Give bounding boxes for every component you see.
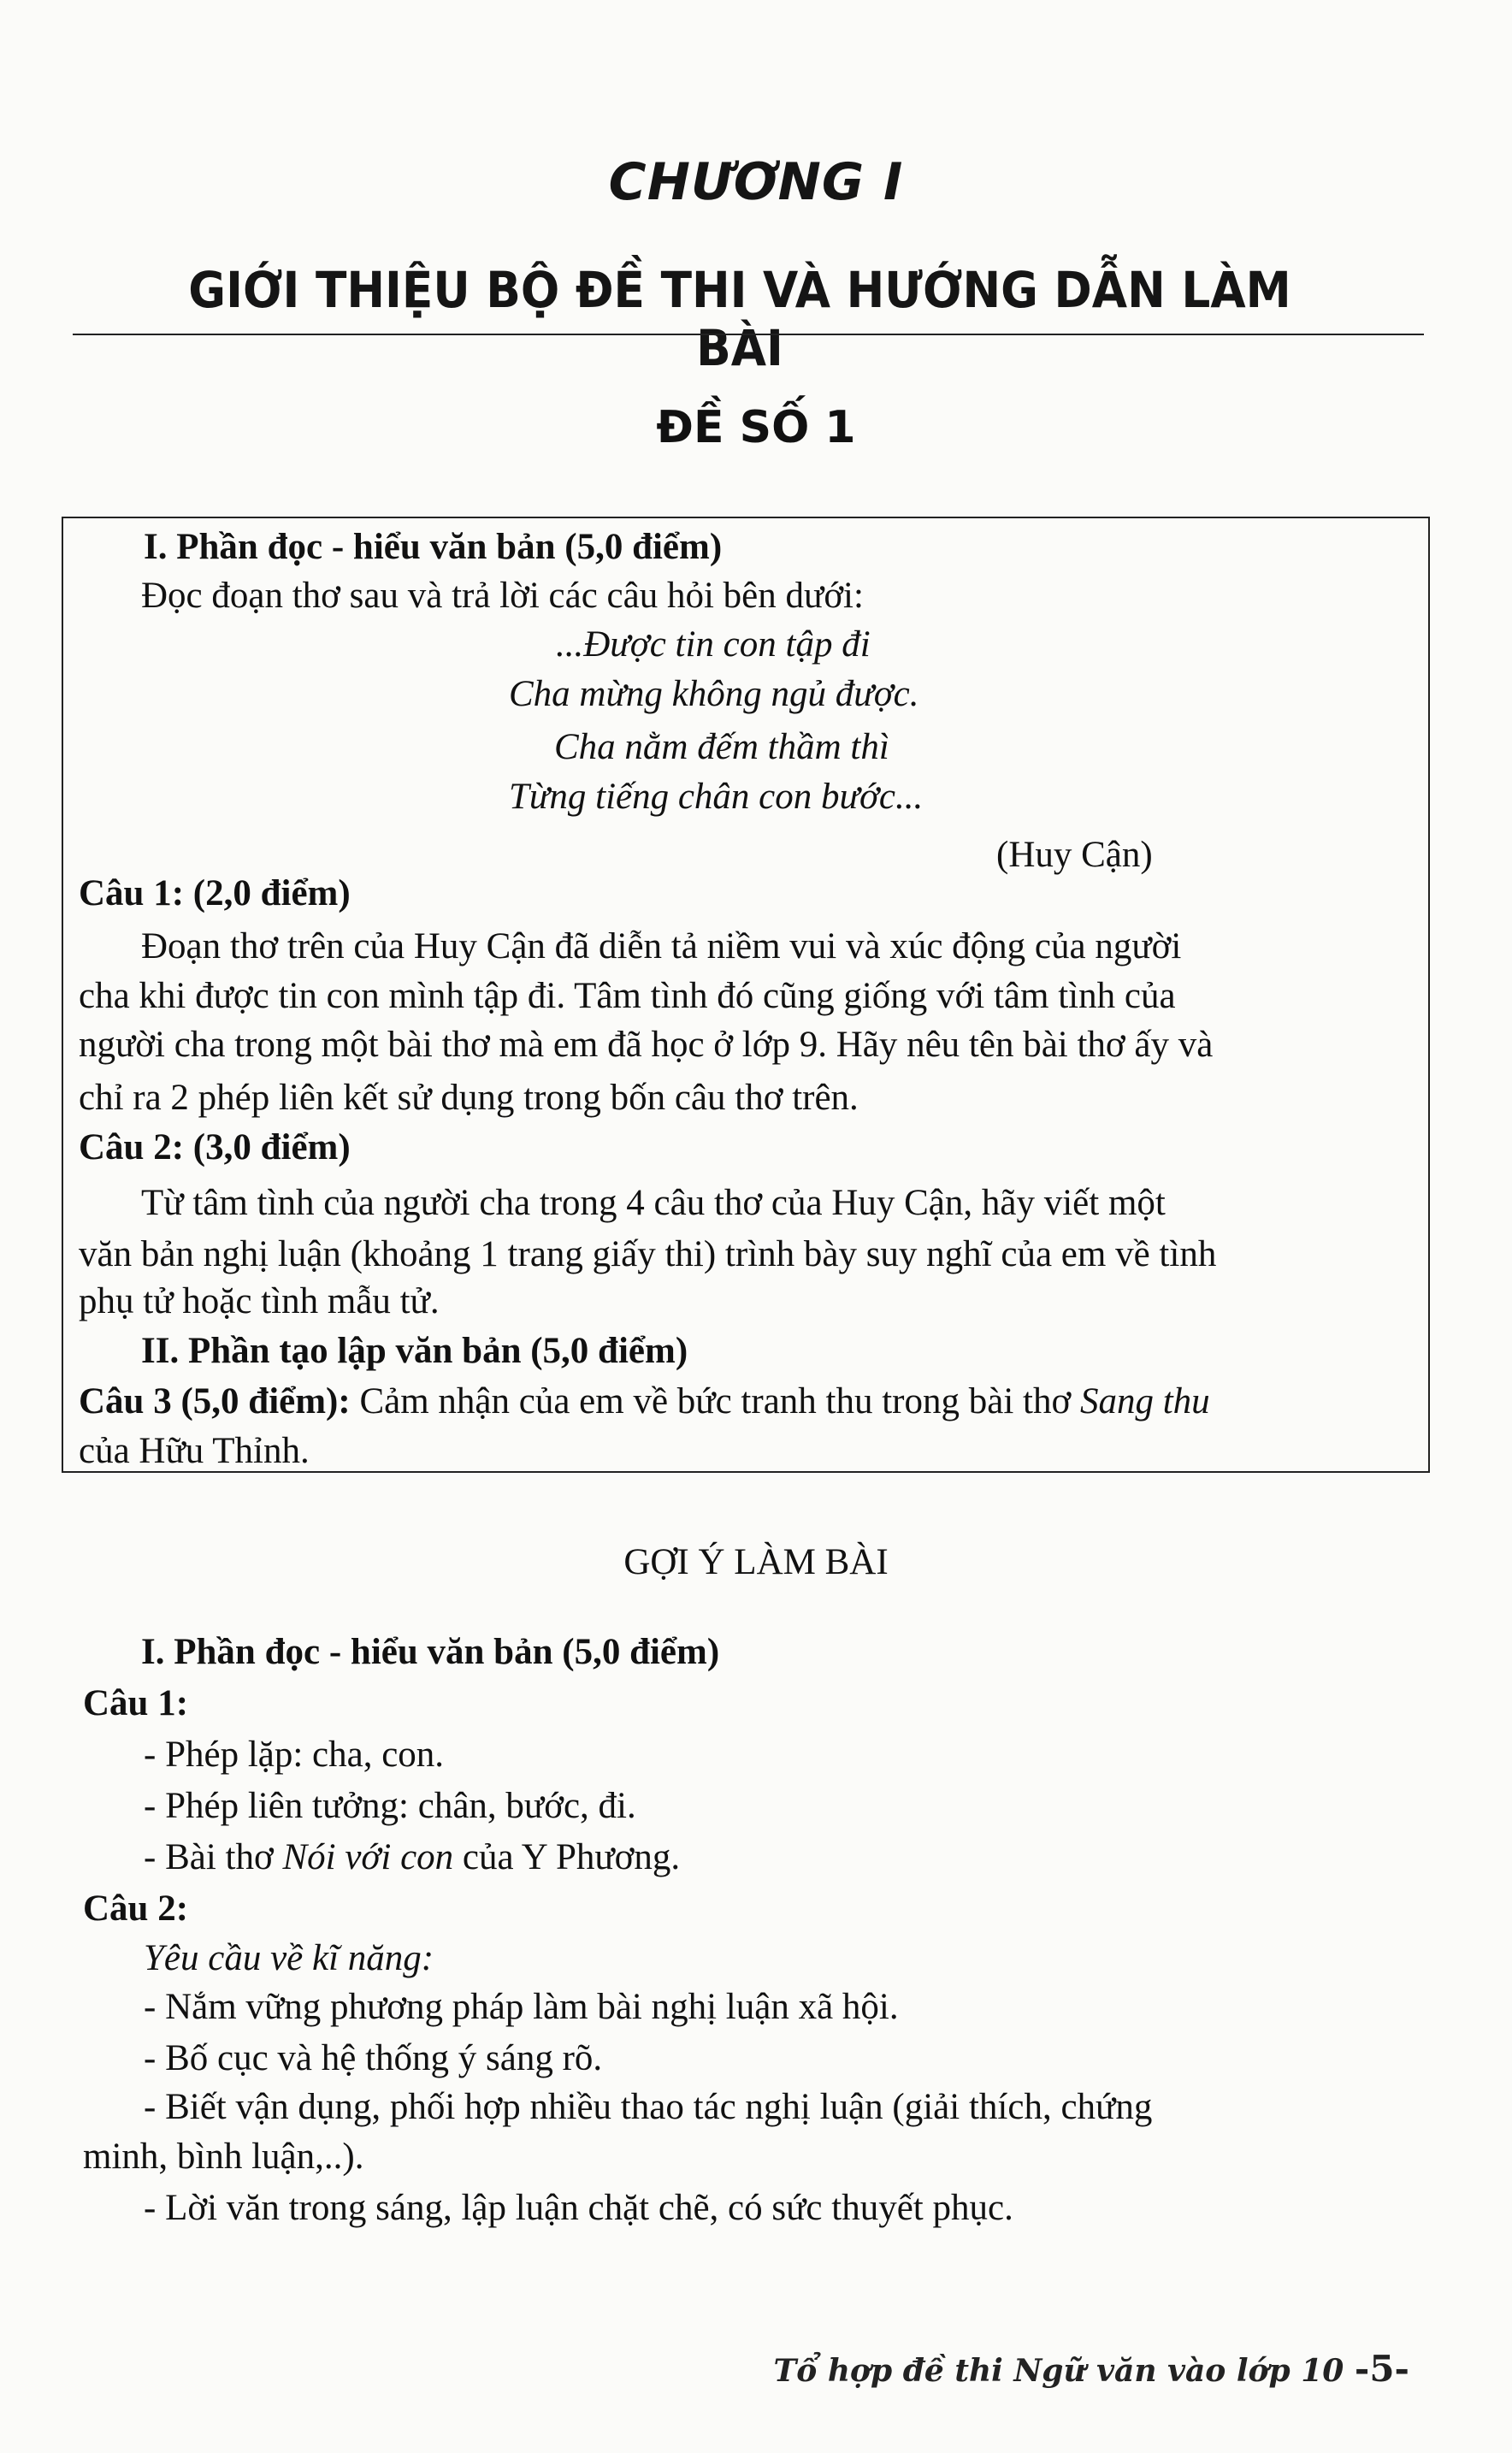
guide-c1-item: - Phép lặp: cha, con. <box>144 1735 445 1775</box>
guide-title: GỢI Ý LÀM BÀI <box>623 1542 889 1582</box>
poem-author: (Huy Cận) <box>996 835 1153 875</box>
page-footer <box>773 2348 1409 2390</box>
q3-title: Sang thu <box>1079 1381 1210 1422</box>
poem-line: Từng tiếng chân con bước... <box>509 777 924 817</box>
q2-line: phụ tử hoặc tình mẫu tử. <box>79 1281 440 1321</box>
q2-line: văn bản nghị luận (khoảng 1 trang giấy thi) trình bày suy nghĩ của em về tình <box>79 1234 1217 1274</box>
guide-c2-req: Yêu cầu về kĩ năng: <box>144 1938 434 1978</box>
page-number: -5- <box>1354 2348 1409 2390</box>
guide-c2-item: minh, bình luận,..). <box>83 2137 364 2177</box>
q1-line: chỉ ra 2 phép liên kết sử dụng trong bốn câu thơ trên. <box>79 1078 859 1118</box>
q1-label: Câu 1: (2,0 điểm) <box>79 873 351 913</box>
guide-c1-item: - Phép liên tưởng: chân, bước, đi. <box>144 1786 636 1826</box>
part1-heading: I. Phần đọc - hiểu văn bản (5,0 điểm) <box>144 527 723 567</box>
q3-text: Cảm nhận của em về bức tranh thu trong bài thơ <box>359 1381 1072 1422</box>
q1-line: cha khi được tin con mình tập đi. Tâm tình đó cũng giống với tâm tình của <box>79 976 1176 1016</box>
q3-label: Câu 3 (5,0 điểm): <box>79 1381 351 1422</box>
poem-instruction: Đọc đoạn thơ sau và trả lời các câu hỏi bên dưới: <box>141 576 864 616</box>
part2-heading: II. Phần tạo lập văn bản (5,0 điểm) <box>141 1331 688 1371</box>
guide-c2-item: - Biết vận dụng, phối hợp nhiều thao tác nghị luận (giải thích, chứng <box>144 2087 1153 2127</box>
title-divider <box>73 334 1424 335</box>
guide-c2-item: - Bố cục và hệ thống ý sáng rõ. <box>144 2038 603 2078</box>
q2-line: Từ tâm tình của người cha trong 4 câu thơ của Huy Cận, hãy viết một <box>141 1183 1166 1223</box>
q2-label: Câu 2: (3,0 điểm) <box>79 1127 351 1167</box>
exam-title: ĐỀ SỐ 1 <box>656 402 856 453</box>
guide-part1-heading: I. Phần đọc - hiểu văn bản (5,0 điểm) <box>141 1632 720 1672</box>
guide-c2-item: - Lời văn trong sáng, lập luận chặt chẽ, có sức thuyết phục. <box>144 2188 1013 2228</box>
guide-c1-poem: - Bài thơ Nói với con của Y Phương. <box>144 1837 681 1877</box>
q3-line2: của Hữu Thỉnh. <box>79 1431 310 1471</box>
book-title: Tổ hợp đề thi Ngữ văn vào lớp 10 <box>773 2353 1344 2389</box>
chapter-heading: CHƯƠNG I <box>608 152 904 212</box>
guide-c2-item: - Nắm vững phương pháp làm bài nghị luận xã hội. <box>144 1987 899 2027</box>
chapter-subtitle: GIỚI THIỆU BỘ ĐỀ THI VÀ HƯỚNG DẪN LÀM BÀI <box>188 261 1291 377</box>
poem-line: Cha nằm đếm thầm thì <box>554 727 889 767</box>
guide-c2-label: Câu 2: <box>83 1889 189 1929</box>
q1-line: người cha trong một bài thơ mà em đã học ở lớp 9. Hãy nêu tên bài thơ ấy và <box>79 1025 1214 1065</box>
guide-c1-label: Câu 1: <box>83 1683 189 1723</box>
poem-line: ...Được tin con tập đi <box>556 624 871 665</box>
q3-line <box>79 1383 1210 1420</box>
q1-line: Đoạn thơ trên của Huy Cận đã diễn tả niềm vui và xúc động của người <box>141 926 1182 966</box>
poem-line: Cha mừng không ngủ được. <box>509 674 919 714</box>
